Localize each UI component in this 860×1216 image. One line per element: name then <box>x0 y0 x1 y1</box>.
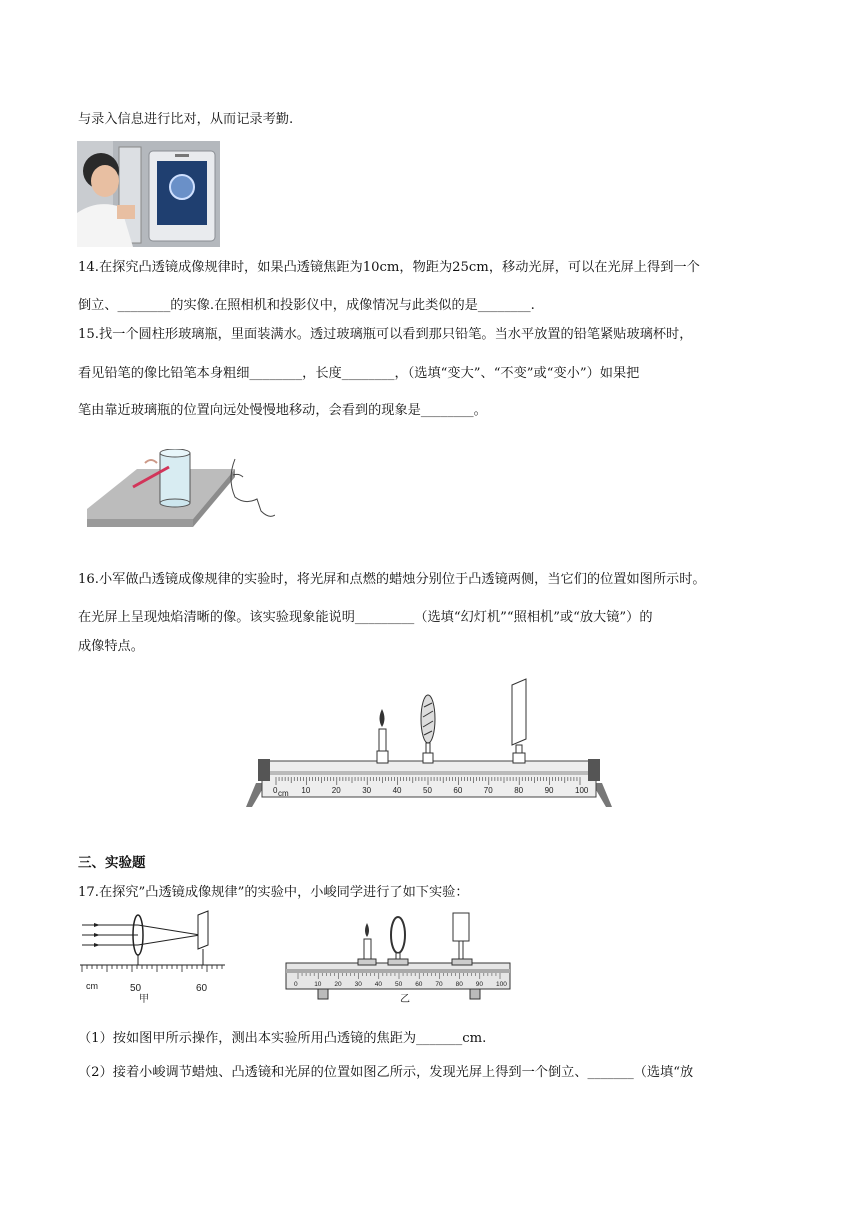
ruler-unit-label: cm <box>278 789 289 798</box>
fig-b-caption: 乙 <box>400 994 410 1005</box>
ruler-label: 70 <box>483 786 493 795</box>
ruler-label: 60 <box>453 786 463 795</box>
ruler-label: 20 <box>331 786 341 795</box>
glass-bottle-pencil-figure <box>85 449 275 531</box>
fig-b-label: 40 <box>374 981 383 988</box>
fig-b-label: 60 <box>415 981 423 988</box>
question-17-line-1: 17.在探究”凸透镜成像规律”的实验中，小峻同学进行了如下实验： <box>78 885 469 900</box>
optical-bench-figure <box>246 677 612 811</box>
fig-a-unit: cm <box>86 981 98 991</box>
fig-a-label-60: 60 <box>196 983 208 993</box>
question-16-line-2: 在光屏上呈现烛焰清晰的像。该实验现象能说明_________（选填“幻灯机”“照相机”或“放大镜”）的 <box>78 610 653 625</box>
ruler-label: 50 <box>423 786 432 795</box>
ruler-label: 10 <box>301 786 311 795</box>
focal-length-figure <box>80 909 225 993</box>
question-15-line-2: 看见铅笔的像比铅笔本身粗细________，长度________，（选填“变大”、“不变”或“变小”）如果把 <box>78 366 640 381</box>
intro-text: 与录入信息进行比对，从而记录考勤. <box>78 112 294 127</box>
question-17-sub-1: （1）按如图甲所示操作，测出本实验所用凸透镜的焦距为_______cm. <box>78 1031 487 1046</box>
question-16-line-1: 16.小军做凸透镜成像规律的实验时，将光屏和点燃的蜡烛分别位于凸透镜两侧，当它们的位置如图所示时。 <box>78 572 706 587</box>
ruler-label: 40 <box>392 786 402 795</box>
question-14-line-2: 倒立、________的实像.在照相机和投影仪中，成像情况与此类似的是________. <box>78 298 535 313</box>
optical-bench-figure-b <box>282 909 517 1007</box>
ruler-label: 0 <box>273 786 278 795</box>
ruler-label: 80 <box>514 786 524 795</box>
section-3-heading: 三、实验题 <box>78 855 146 871</box>
fig-a-caption: 甲 <box>139 994 149 1005</box>
ruler-label: 30 <box>362 786 372 795</box>
question-15-line-1: 15.找一个圆柱形玻璃瓶，里面装满水。透过玻璃瓶可以看到那只铅笔。当水平放置的铅笔紧贴玻璃杯时， <box>78 327 693 342</box>
fig-b-label: 70 <box>435 981 443 988</box>
fig-b-label: 0 <box>294 981 298 988</box>
ruler-label: 100 <box>575 786 589 795</box>
question-15-line-3: 笔由靠近玻璃瓶的位置向远处慢慢地移动，会看到的现象是________。 <box>78 403 487 418</box>
fig-b-label: 90 <box>475 981 484 988</box>
fig-b-label: 50 <box>395 981 403 988</box>
fig-a-label-50: 50 <box>130 983 142 993</box>
ruler-label: 90 <box>544 786 554 795</box>
fig-b-label: 10 <box>314 981 322 988</box>
fig-b-label: 30 <box>354 981 362 988</box>
fig-b-label: 100 <box>496 981 507 988</box>
question-16-line-3: 成像特点。 <box>78 639 144 654</box>
face-recognition-photo <box>77 141 220 247</box>
fig-b-label: 80 <box>455 981 463 988</box>
fig-b-label: 20 <box>334 981 342 988</box>
question-14-line-1: 14.在探究凸透镜成像规律时，如果凸透镜焦距为10cm，物距为25cm，移动光屏，可以在光屏上得到一个 <box>78 260 700 275</box>
question-17-sub-2: （2）接着小峻调节蜡烛、凸透镜和光屏的位置如图乙所示，发现光屏上得到一个倒立、_______（选填“放 <box>78 1065 694 1080</box>
